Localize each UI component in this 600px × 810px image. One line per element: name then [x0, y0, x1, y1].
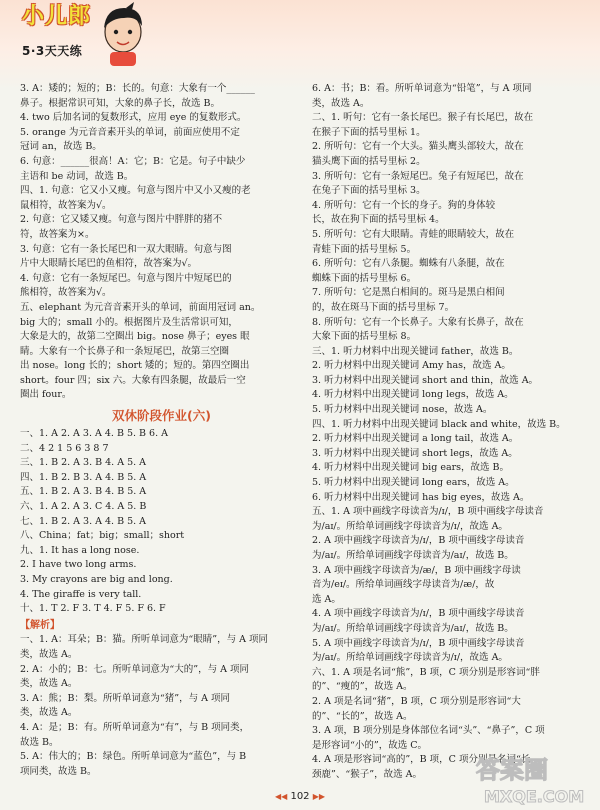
- svg-text:答案圈: 答案圈: [476, 756, 548, 784]
- text-line: 3. A：矮的；短的；B：长的。句意：大象有一个______: [20, 83, 255, 94]
- text-line: 四、1. 句意：它又小又瘦。句意与图片中又小又瘦的老: [20, 185, 251, 197]
- text-line: 为/aɪ/。所给单词画线字母读音为/aɪ/，故选 B。: [312, 550, 514, 561]
- left-column: [20, 82, 303, 779]
- text-line: 5. orange 为元音音素开头的单词，前面应使用不定: [20, 126, 240, 138]
- text-line: 大象下面的括号里标 8。: [312, 331, 417, 343]
- text-line: 在猴子下面的括号里标 1。: [312, 126, 426, 138]
- answer-line: 2. I have two long arms.: [20, 559, 137, 571]
- section-heading: 双休阶段作业(六): [112, 408, 211, 424]
- text-line: 出 nose。long 长的；short 矮的；短的。第四空圈出: [20, 360, 250, 372]
- analysis-line: 类，故选 A。: [20, 678, 78, 690]
- text-line: 五、1. A 项中画线字母读音为/ɪ/，B 项中画线字母读音: [312, 506, 544, 518]
- answer-line: 八、China；fat；big；small；short: [20, 530, 185, 542]
- analysis-line: 2. A：小的；B：七。所听单词意为“大的”，与 A 项同: [20, 663, 250, 675]
- text-line: 选 A。: [312, 593, 341, 605]
- analysis-line: 一、1. A：耳朵；B：猫。所听单词意为“眼睛”，与 A 项同: [20, 634, 269, 646]
- answer-line: 六、1. A 2. A 3. C 4. A 5. B: [20, 501, 147, 513]
- answer-line: 七、1. B 2. A 3. A 4. B 5. A: [20, 515, 147, 527]
- logo-title: 小儿郎: [22, 4, 92, 29]
- text-line: 2. 听力材料中出现关键词 Amy has，故选 A。: [312, 360, 511, 372]
- text-line: 颈鹿”、“猴子”，故选 A。: [312, 768, 422, 780]
- text-line: 5. 听力材料中出现关键词 long ears，故选 A。: [312, 477, 515, 489]
- text-line: 四、1. 听力材料中出现关键词 black and white，故选 B。: [312, 418, 566, 430]
- text-line: 6. A：书；B：看。所听单词意为“铅笔”，与 A 项同: [312, 83, 532, 94]
- watermark-seal-icon: [470, 748, 598, 808]
- text-line: 的，故在斑马下面的括号里标 7。: [312, 301, 455, 313]
- analysis-line: 故选 B。: [20, 736, 59, 748]
- text-line: 4. 听力材料中出现关键词 long legs，故选 A。: [312, 389, 514, 401]
- answer-line: 四、1. B 2. B 3. A 4. B 5. A: [20, 471, 147, 483]
- text-line: 猫头鹰下面的括号里标 2。: [312, 155, 426, 167]
- answer-line: 二、4 2 1 5 6 3 8 7: [20, 442, 109, 454]
- text-line: 5. A 项中画线字母读音为/ɪ/，B 项中画线字母读音: [312, 637, 525, 649]
- text-line: 4. A 项中画线字母读音为/ɪ/，B 项中画线字母读音: [312, 608, 525, 620]
- answer-line: 3. My crayons are big and long.: [20, 574, 173, 585]
- text-line: 二、1. 听句：它有一条长尾巴。猴子有长尾巴，故在: [312, 112, 534, 124]
- text-line: 片中大眼睛长尾巴的鱼相符，故答案为√。: [20, 258, 198, 270]
- text-line: 4. 所听句：它有一个长的身子。狗的身体较: [312, 199, 496, 211]
- text-line: 为/aɪ/。所给单词画线字母读音为/ɪ/，故选 A。: [312, 652, 508, 664]
- answer-line: 九、1. It has a long nose.: [20, 544, 140, 556]
- text-line: 3. 听力材料中出现关键词 short legs，故选 A。: [312, 447, 518, 459]
- header-band: [0, 0, 600, 90]
- text-line: big 大的；small 小的。根据图片及生活常识可知，: [20, 316, 238, 328]
- text-line: 符，故答案为×。: [20, 228, 95, 240]
- page-number-group: [265, 790, 335, 805]
- text-line: 3. A 项中画线字母读音为/æ/，B 项中画线字母读: [312, 564, 521, 576]
- text-line: 2. A 项是名词“猪”，B 项，C 项分别是形容词“大: [312, 695, 521, 707]
- mascot-boy-icon: [98, 2, 148, 66]
- answer-line: 五、1. B 2. A 3. B 4. B 5. A: [20, 486, 147, 498]
- logo-subtitle: 5·3天天练: [22, 44, 83, 58]
- text-line: 是形容词“小的”，故选 C。: [312, 739, 428, 751]
- text-line: 的”、“长的”，故选 A。: [312, 710, 413, 722]
- text-line: 五、elephant 为元音音素开头的单词，前面用冠词 an。: [20, 301, 261, 313]
- answer-line: 一、1. A 2. A 3. A 4. B 5. B 6. A: [20, 428, 169, 440]
- analysis-line: 3. A：熊；B：梨。所听单词意为“猪”，与 A 项同: [20, 692, 231, 704]
- text-line: 为/aɪ/。所给单词画线字母读音为/ɪ/，故选 A。: [312, 520, 508, 532]
- analysis-label: 【解析】: [20, 619, 60, 631]
- analysis-line: 4. A：是；B：有。所听单词意为“有”，与 B 项同类，: [20, 721, 250, 733]
- text-line: 6. 所听句：它有八条腿。蜘蛛有八条腿，故在: [312, 258, 505, 270]
- text-line: 在兔子下面的括号里标 3。: [312, 185, 426, 197]
- text-line: 六、1. A 项是名词“熊”，B 项，C 项分别是形容词“胖: [312, 666, 540, 678]
- page-prev-arrows-icon: ◀◀: [274, 792, 288, 801]
- text-line: 长，故在狗下面的括号里标 4。: [312, 214, 445, 226]
- text-line: 类，故选 A。: [312, 97, 370, 109]
- text-line: 3. 所听句：它有一条短尾巴。兔子有短尾巴，故在: [312, 170, 524, 182]
- text-line: 睛。大象有一个长鼻子和一条短尾巴，故第三空圈: [20, 345, 230, 357]
- text-line: 音为/eɪ/。所给单词画线字母读音为/æ/，故: [312, 579, 495, 591]
- text-line: 4. 听力材料中出现关键词 big ears，故选 B。: [312, 462, 510, 474]
- text-line: 2. 听力材料中出现关键词 a long tail，故选 A。: [312, 433, 519, 445]
- analysis-line: 5. A：伟大的；B：绿色。所听单词意为“蓝色”，与 B: [20, 751, 247, 763]
- text-line: 2. A 项中画线字母读音为/ɪ/，B 项中画线字母读音: [312, 535, 525, 547]
- text-line: 4. two 后加名词的复数形式，应用 eye 的复数形式。: [20, 112, 247, 124]
- text-line: 大象是大的，故第二空圈出 big。nose 鼻子；eyes 眼: [20, 331, 250, 343]
- text-line: 3. 句意：它有一条长尾巴和一双大眼睛。句意与图: [20, 243, 232, 255]
- right-column: [312, 82, 594, 783]
- text-line: 6. 句意：______很高！A：它；B：它是。句子中缺少: [20, 155, 246, 167]
- text-line: 4. 句意：它有一条短尾巴。句意与图片中短尾巴的: [20, 272, 232, 284]
- svg-text:MXQE.COM: MXQE.COM: [484, 787, 585, 806]
- text-line: 为/aɪ/。所给单词画线字母读音为/aɪ/，故选 B。: [312, 622, 514, 634]
- analysis-line: 类，故选 A。: [20, 707, 78, 719]
- text-line: 2. 所听句：它有一个大头。猫头鹰头部较大，故在: [312, 141, 524, 153]
- text-line: 青蛙下面的括号里标 5。: [312, 243, 417, 255]
- text-line: 圈出 four。: [20, 389, 72, 401]
- page-next-arrows-icon: ▶▶: [312, 792, 326, 801]
- text-line: 的”、“瘦的”，故选 A。: [312, 681, 413, 693]
- analysis-line: 类，故选 A。: [20, 648, 78, 660]
- answer-line: 三、1. B 2. A 3. B 4. A 5. A: [20, 457, 147, 469]
- analysis-line: 项同类，故选 B。: [20, 765, 97, 777]
- text-line: 鼻子。根据常识可知，大象的鼻子长，故选 B。: [20, 97, 221, 109]
- text-line: 8. 所听句：它有一个长鼻子。大象有长鼻子，故在: [312, 316, 524, 328]
- text-line: 冠词 an，故选 B。: [20, 141, 102, 153]
- text-line: 三、1. 听力材料中出现关键词 father，故选 B。: [312, 345, 519, 357]
- text-line: 5. 所听句：它有大眼睛。青蛙的眼睛较大，故在: [312, 228, 515, 240]
- text-line: 4. A 项是形容词“高的”，B 项，C 项分别是名词“长: [312, 754, 531, 766]
- text-line: 6. 听力材料中出现关键词 has big eyes，故选 A。: [312, 491, 530, 503]
- text-line: 主语和 be 动词，故选 B。: [20, 170, 134, 182]
- text-line: 蜘蛛下面的括号里标 6。: [312, 272, 417, 284]
- text-line: 7. 所听句：它是黑白相间的。斑马是黑白相间: [312, 287, 505, 299]
- answer-line: 十、1. T 2. F 3. T 4. F 5. F 6. F: [20, 603, 166, 615]
- page-number: 102: [290, 791, 310, 802]
- text-line: 鼠相符，故答案为√。: [20, 199, 112, 211]
- text-line: 3. 听力材料中出现关键词 short and thin，故选 A。: [312, 374, 539, 386]
- answer-line: 4. The giraffe is very tall.: [20, 588, 142, 600]
- text-line: 3. A 项，B 项分别是身体部位名词“头”、“鼻子”，C 项: [312, 725, 545, 737]
- text-line: short。four 四；six 六。大象有四条腿，故最后一空: [20, 374, 246, 386]
- text-line: 5. 听力材料中出现关键词 nose，故选 A。: [312, 404, 493, 416]
- text-line: 熊相符，故答案为√。: [20, 287, 112, 299]
- text-line: 2. 句意：它又矮又瘦。句意与图片中胖胖的猪不: [20, 214, 223, 226]
